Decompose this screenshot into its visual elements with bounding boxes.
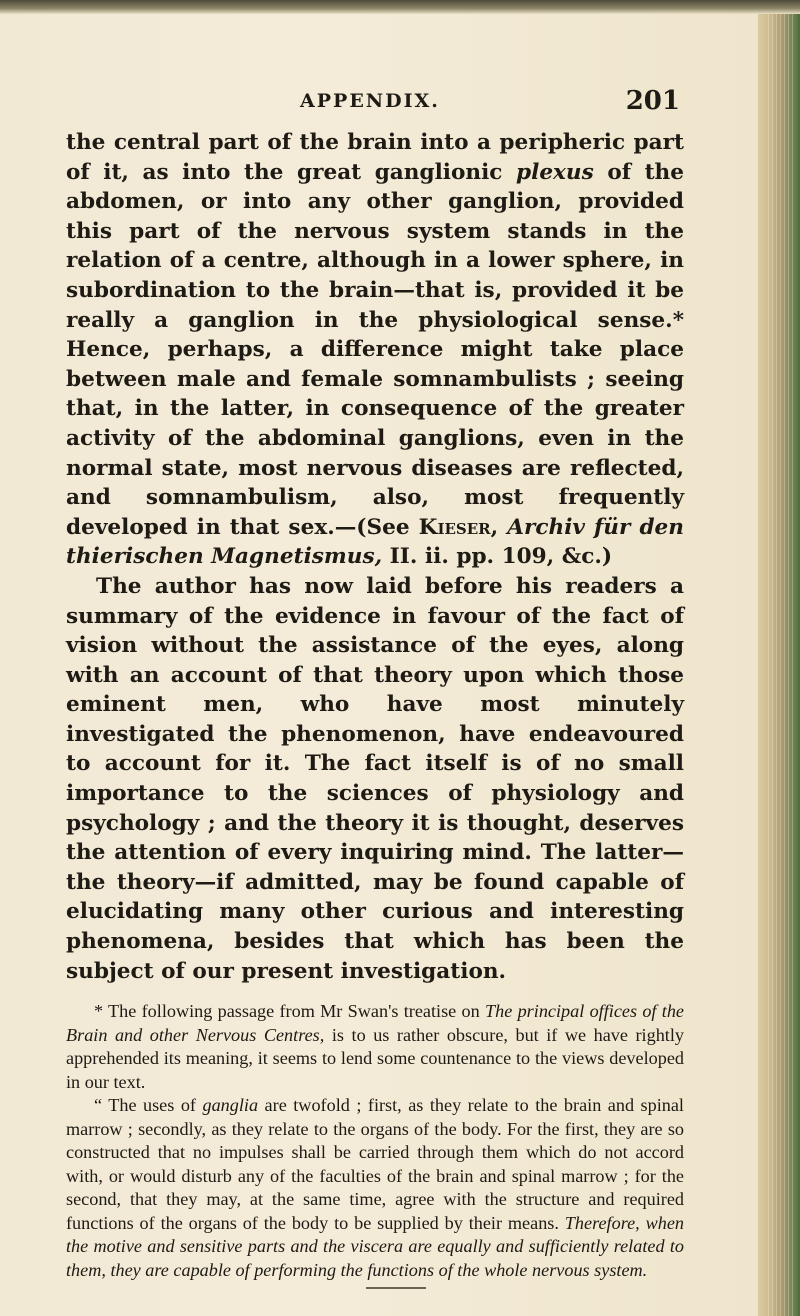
page-edge-lines xyxy=(768,0,794,1316)
paragraph-2: The author has now laid before his readers a summary of the evidence in favour of the fact of vision without the assistance of the eyes, along with an account of that theory upon which those eminent men, who have most minutely investigated the phenomenon, have endeavoured to account for it. The fact itself is of no small importance to the sciences of physiology and psychology ; and the theory it is thought, deserves the attention of every inquiring mind. The latter—the theory—if admitted, may be found capable of elucidating many other curious and interesting phenomena, besides that which has been the subject of our present investigation. xyxy=(66,573,684,984)
fn1-text-a: * The following passage from Mr Swan's treatise on xyxy=(94,1001,486,1021)
page-edge-binding xyxy=(758,0,800,1316)
fn2-ganglia: ganglia xyxy=(202,1095,259,1115)
fn2-text-b: are twofold ; first, as they relate to the brain and spinal marrow ; secondly, as they relate to the organs of the body. For the first, they are so constructed that no impulses shall be carried through them which do not accord with, or would disturb any of the faculties of the brain and spinal marrow ; for the second, that they may, at the same time, agree with the structure and required functions of the organs of the body to be supplied by their means. xyxy=(66,1095,684,1233)
main-text xyxy=(66,128,684,986)
page-number: 201 xyxy=(625,86,680,116)
footnote-2 xyxy=(66,1094,684,1282)
p1-kieser: Kieser, xyxy=(418,514,499,540)
p1-text-a: the central part of the brain into a peripheric part of it, as into the great ganglionic xyxy=(66,130,684,185)
p1-text-b: of the abdomen, or into any other ganglion, provided this part of the nervous system stands in the relation of a centre, although in a lower sphere, in subordination to the brain—that is, provided it be really a ganglion in the physiological sense.* Hence, perhaps, a difference might take place between male and female somnambulists ; seeing that, in the latter, in consequence of the greater activity of the abdominal ganglions, even in the normal state, most nervous diseases are reflected, and somnambulism, also, most frequently developed in that sex.—(See xyxy=(66,159,684,540)
fn2-italic: Therefore, when the motive and sensitive parts and the viscera are equally and sufficiently related to them, they are capable of performing the functions of the whole nervous system. xyxy=(66,1212,684,1280)
running-title: APPENDIX. xyxy=(300,90,440,112)
top-shadow-strip xyxy=(0,0,800,14)
end-rule xyxy=(366,1287,426,1289)
fn2-text-a: “ The uses of xyxy=(94,1095,203,1115)
fn1-text-b: is to us rather obscure, but if we have rightly apprehended its meaning, it seems to lend some countenance to the views developed in our text. xyxy=(66,1024,684,1092)
paragraph-1 xyxy=(66,128,684,572)
fn1-title: The principal offices of the Brain and other Nervous Centres, xyxy=(66,1001,684,1045)
p1-plexus: plexus xyxy=(516,159,594,185)
p1-archiv-title: Archiv für den thierischen Magnetismus, xyxy=(66,514,684,570)
p1-text-c: II. ii. pp. 109, &c.) xyxy=(382,544,613,570)
footnote-1 xyxy=(66,1000,684,1094)
page-header xyxy=(300,86,680,116)
footnote xyxy=(66,1000,684,1282)
